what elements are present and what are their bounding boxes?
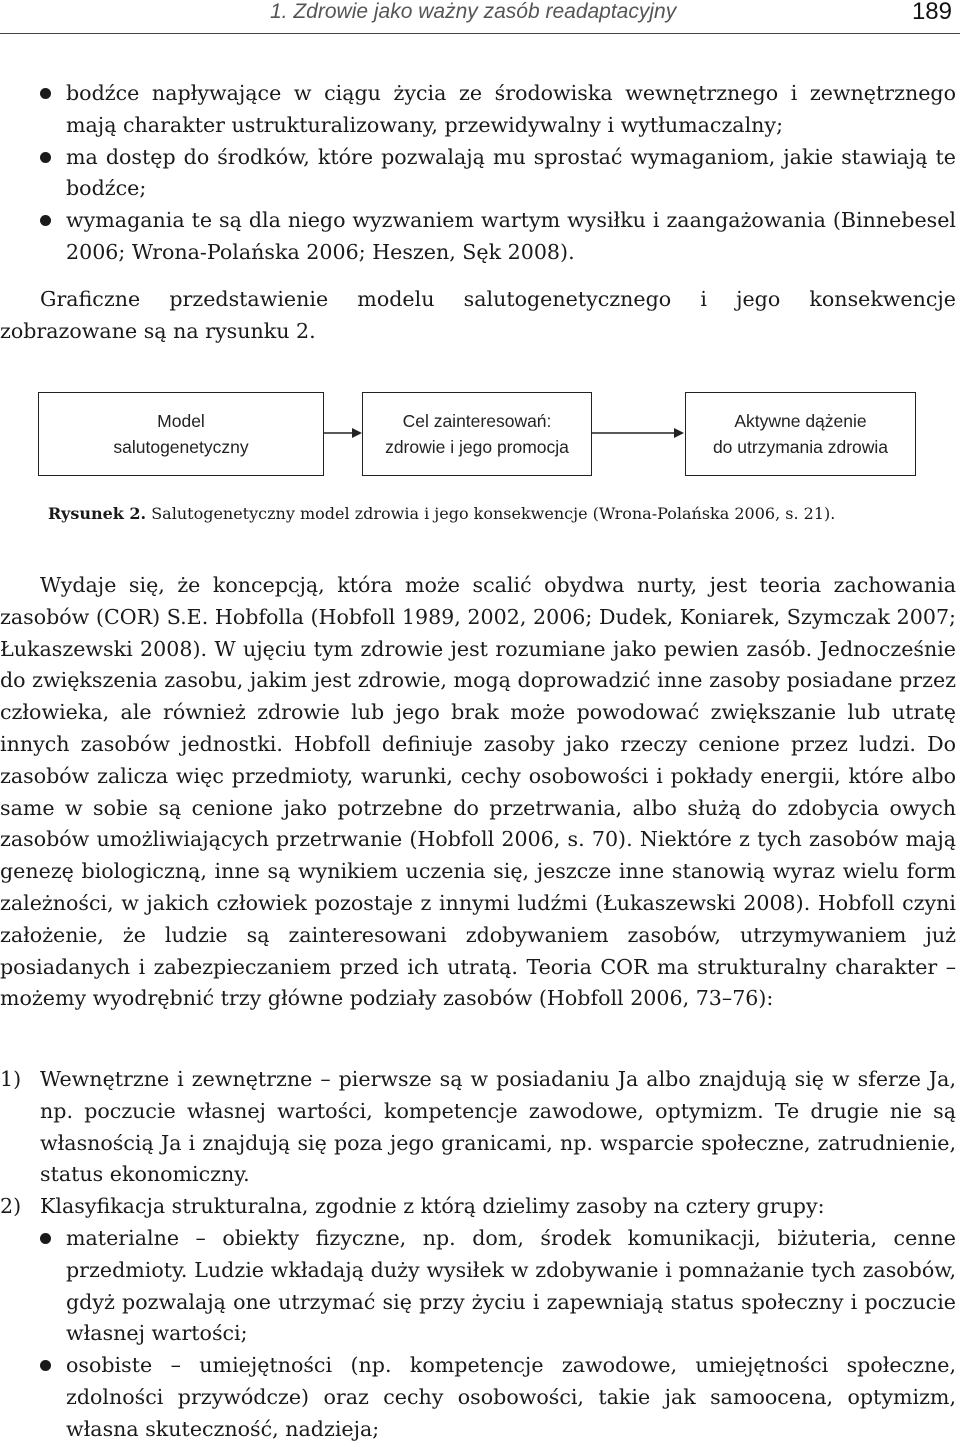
box-line: zdrowie i jego promocja	[385, 437, 569, 457]
arrow-right-icon	[324, 426, 364, 440]
bullet-icon	[40, 152, 51, 163]
list-item	[0, 205, 956, 269]
diagram-box-model	[38, 392, 324, 476]
bullet-icon	[40, 215, 51, 226]
salutogenesis-diagram	[0, 388, 960, 488]
list-item	[0, 78, 956, 142]
box-line: Model	[157, 411, 205, 431]
sub-bullet-list	[40, 1223, 956, 1446]
header-rule	[0, 33, 960, 34]
caption-text: Salutogenetyczny model zdrowia i jego konsekwencje (Wrona-Polańska 2006, s. 21).	[146, 504, 836, 523]
figure-intro-paragraph: Graficzne przedstawienie modelu salutogenetycznego i jego konsekwencje zobrazowane są na rysunku 2.	[0, 287, 956, 343]
list-item-text: ma dostęp do środków, które pozwalają mu sprostać wymaganiom, jakie stawiają te bodźce;	[66, 144, 956, 201]
list-item	[0, 1191, 956, 1445]
box-line: Aktywne dążenie	[734, 411, 867, 431]
list-item-text: Wewnętrzne i zewnętrzne – pierwsze są w posiadaniu Ja albo znajdują się w sferze Ja, np. poczucie własnej wartości, kompetencje zawodowe, optymizm. Te drugie nie są własnością Ja i znajdują się poza jego granicami, np. wsparcie społeczne, zatrudnienie, status ekonomiczny.	[40, 1067, 956, 1187]
numbered-list	[0, 1064, 956, 1446]
list-item-text: osobiste – umiejętności (np. kompetencje zawodowe, umiejętności społeczne, zdolności przywódcze) oraz cechy osobowości, takie jak samoocena, optymizm, własna skuteczność, nadzieja;	[66, 1353, 956, 1441]
list-item-text: wymagania te są dla niego wyzwaniem wartym wysiłku i zaangażowania (Binnebesel 2006; Wrona-Polańska 2006; Heszen, Sęk 2008).	[66, 208, 956, 264]
list-item-text: Klasyfikacja strukturalna, zgodnie z którą dzielimy zasoby na cztery grupy:	[40, 1194, 825, 1219]
box-line: do utrzymania zdrowia	[712, 437, 889, 457]
main-paragraph: Wydaje się, że koncepcją, która może scalić obydwa nurty, jest teoria zachowania zasobów (COR) S.E. Hobfolla (Hobfoll 1989, 2002, 2006; Dudek, Koniarek, Szymczak 2007; Łukaszewski 2008). W ujęciu tym zdrowie jest rozumiane jako pewien zasób. Jednocześnie do zwiększenia zasobu, jakim jest zdrowie, mogą doprowadzić inne zasoby posiadane przez człowieka, ale również zdrowie lub jego brak może powodować zwiększanie lub utratę innych zasobów jednostki. Hobfoll definiuje zasoby jako rzeczy cenione przez ludzi. Do zasobów zalicza więc przedmioty, warunki, cechy osobowości i pokłady energii, które albo same w sobie są cenione jako potrzebne do przetrwania, albo służą do zdobycia owych zasobów umożliwiających przetrwanie (Hobfoll 2006, s. 70). Niektóre z tych zasobów mają genezę biologiczną, inne są wynikiem uczenia się, jeszcze inne stanowią wyraz wielu form zależności, w jakich człowiek pozostaje z innymi ludźmi (Łukaszewski 2008). Hobfoll czyni założenie, że ludzie są zainteresowani zdobywaniem zasobów, utrzymywaniem już posiadanych i zabezpieczaniem przed ich utratą. Teoria COR ma strukturalny charakter – możemy wyodrębnić trzy główne podziały zasobów (Hobfoll 2006, 73–76):	[0, 573, 956, 1011]
list-item	[40, 1350, 956, 1445]
list-number: 1)	[0, 1067, 22, 1091]
bullet-icon	[40, 88, 51, 99]
page-number: 189	[911, 0, 952, 25]
list-item	[40, 1223, 956, 1350]
bullet-icon	[40, 1233, 51, 1244]
diagram-box-action	[685, 392, 916, 476]
diagram-box-goal	[362, 392, 592, 476]
box-line: Cel zainteresowań:	[402, 411, 552, 431]
list-item	[0, 1064, 956, 1191]
list-number: 2)	[0, 1194, 22, 1219]
caption-label: Rysunek 2.	[48, 504, 147, 523]
bullet-icon	[40, 1360, 51, 1371]
list-item	[0, 142, 956, 206]
page-header	[0, 0, 960, 34]
arrow-right-icon	[592, 426, 686, 440]
top-bullet-list	[0, 78, 956, 269]
running-title: 1. Zdrowie jako ważny zasób readaptacyjny	[270, 0, 677, 23]
list-item-text: materialne – obiekty fizyczne, np. dom, środek komunikacji, biżuteria, cenne przedmioty. Ludzie wkładają duży wysiłek w zdobywanie i pomnażanie tych zasobów, gdyż pozwalają one utrzymać się przy życiu i zapewniają status społeczny i poczucie własnej wartości;	[66, 1225, 956, 1346]
figure-caption	[48, 502, 948, 526]
list-item-text: bodźce napływające w ciągu życia ze środowiska wewnętrznego i zewnętrznego mają charakter ustrukturalizowany, przewidywalny i wytłumaczalny;	[66, 81, 956, 137]
box-line: salutogenetyczny	[113, 437, 249, 457]
